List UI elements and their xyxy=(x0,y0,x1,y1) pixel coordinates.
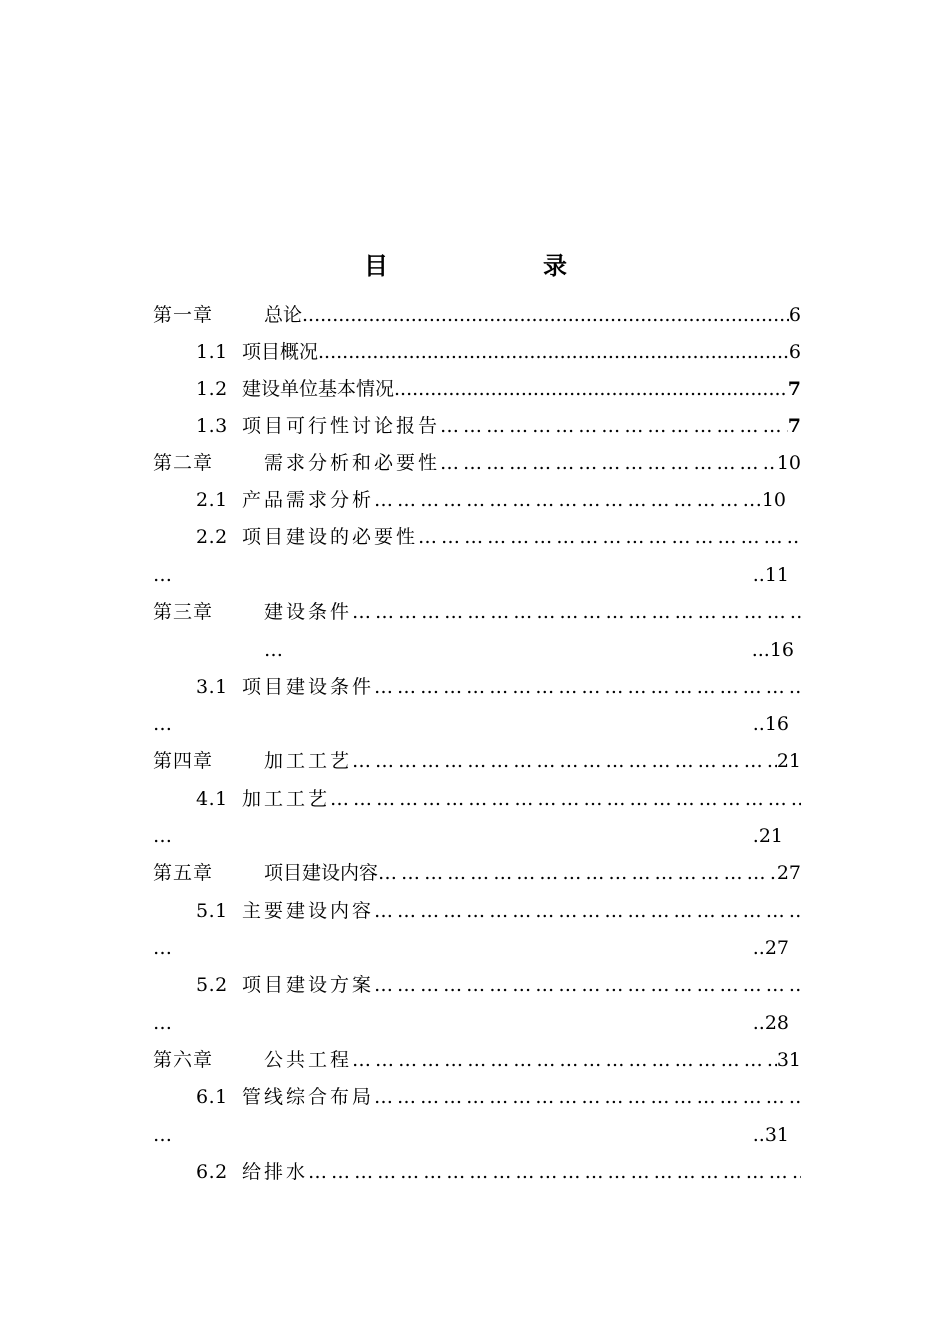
toc-entry-title: 项目建设方案 xyxy=(242,974,375,996)
toc-entry-number: 第四章 xyxy=(153,750,214,772)
toc-entry-ch3-continued xyxy=(264,635,794,665)
toc-leader xyxy=(352,746,777,776)
toc-entry-title: 需求分析和必要性 xyxy=(264,452,441,474)
toc-entry-title: 给排水 xyxy=(242,1161,309,1183)
toc-leader-continued: … xyxy=(153,825,172,847)
toc-entry-6-1[interactable] xyxy=(196,1082,801,1112)
toc-leader-continued: … xyxy=(153,713,172,735)
toc-entry-ch6[interactable] xyxy=(153,1045,801,1075)
toc-leader xyxy=(374,970,801,1000)
toc-page-number: .21 xyxy=(752,825,783,847)
toc-entry-number: 5.2 xyxy=(196,974,228,996)
toc-page-number: ...16 xyxy=(751,639,794,661)
toc-entry-title: 主要建设内容 xyxy=(242,900,375,922)
toc-page-number: 7 xyxy=(787,378,801,400)
toc-leader xyxy=(302,300,789,330)
toc-page-number: 6 xyxy=(788,304,801,326)
toc-page-number: ..28 xyxy=(752,1012,789,1034)
toc-entry-1-3[interactable] xyxy=(196,411,801,441)
toc-entry-ch1[interactable] xyxy=(153,300,801,330)
toc-entry-4-1[interactable] xyxy=(196,784,801,814)
toc-page-number: 7 xyxy=(787,415,801,437)
toc-entry-ch3[interactable] xyxy=(153,597,801,627)
toc-page-number: 31 xyxy=(776,1049,801,1071)
toc-entry-ch2[interactable] xyxy=(153,448,801,478)
toc-leader xyxy=(378,858,777,888)
toc-leader xyxy=(394,374,788,404)
toc-entry-title: 建设条件 xyxy=(264,601,353,623)
toc-entry-title: 公共工程 xyxy=(264,1049,353,1071)
toc-entry-title: 项目建设的必要性 xyxy=(242,526,419,548)
toc-entry-title: 建设单位基本情况 xyxy=(242,378,395,400)
toc-entry-5-2[interactable] xyxy=(196,970,801,1000)
toc-entry-number: 3.1 xyxy=(196,676,228,698)
toc-leader xyxy=(440,411,788,441)
toc-entry-number: 第三章 xyxy=(153,601,214,623)
toc-page-number: 10 xyxy=(776,452,801,474)
toc-leader xyxy=(374,485,756,515)
toc-title-right: 录 xyxy=(543,251,567,280)
toc-entry-title: 项目建设内容 xyxy=(264,862,379,884)
toc-entry-number: 1.3 xyxy=(196,415,228,437)
toc-entry-2-1[interactable] xyxy=(196,485,786,515)
toc-entry-number: 4.1 xyxy=(196,788,228,810)
toc-leader-continued: … xyxy=(264,639,283,661)
toc-leader xyxy=(352,1045,777,1075)
toc-entry-title: 产品需求分析 xyxy=(242,489,375,511)
toc-entry-number: 第六章 xyxy=(153,1049,214,1071)
toc-entry-number: 6.1 xyxy=(196,1086,228,1108)
toc-entry-5-1-continued xyxy=(153,933,789,963)
toc-page-number: ..11 xyxy=(752,564,789,586)
toc-entry-2-2[interactable] xyxy=(196,522,801,552)
toc-entry-ch5[interactable] xyxy=(153,858,801,888)
toc-entry-1-1[interactable] xyxy=(196,337,801,367)
toc-page-number: .10 xyxy=(755,489,786,511)
toc-leader xyxy=(330,784,801,814)
toc-page-number: ..27 xyxy=(752,937,789,959)
toc-entry-title: 总论 xyxy=(264,304,303,326)
toc-leader xyxy=(308,1157,801,1187)
toc-entry-title: 项目可行性讨论报告 xyxy=(242,415,441,437)
toc-entry-ch4[interactable] xyxy=(153,746,801,776)
toc-entry-5-2-continued xyxy=(153,1008,789,1038)
toc-entry-number: 2.1 xyxy=(196,489,228,511)
toc-title-left: 目 xyxy=(364,251,388,280)
toc-leader-continued: … xyxy=(153,564,172,586)
toc-entry-5-1[interactable] xyxy=(196,896,801,926)
toc-leader xyxy=(318,337,789,367)
toc-entry-number: 6.2 xyxy=(196,1161,228,1183)
toc-entry-number: 第五章 xyxy=(153,862,214,884)
toc-page-number: 27 xyxy=(776,862,801,884)
toc-page-number: ..31 xyxy=(752,1124,789,1146)
toc-entry-number: 2.2 xyxy=(196,526,228,548)
toc-entry-6-2[interactable] xyxy=(196,1157,801,1187)
toc-leader xyxy=(440,448,777,478)
toc-entry-1-2[interactable] xyxy=(196,374,801,404)
toc-page-number: 21 xyxy=(776,750,801,772)
toc-entry-title: 加工工艺 xyxy=(242,788,331,810)
toc-leader xyxy=(374,672,801,702)
toc-entry-number: 5.1 xyxy=(196,900,228,922)
toc-entry-number: 1.1 xyxy=(196,341,228,363)
toc-leader xyxy=(374,1082,801,1112)
toc-page-number: ..16 xyxy=(752,713,789,735)
toc-entry-title: 项目概况 xyxy=(242,341,319,363)
toc-entry-title: 项目建设条件 xyxy=(242,676,375,698)
toc-leader-continued: … xyxy=(153,1124,172,1146)
toc-leader xyxy=(418,522,801,552)
toc-entry-3-1[interactable] xyxy=(196,672,801,702)
toc-entry-title: 加工工艺 xyxy=(264,750,353,772)
toc-leader xyxy=(374,896,801,926)
toc-entry-3-1-continued xyxy=(153,709,789,739)
toc-entry-number: 第一章 xyxy=(153,304,214,326)
toc-leader-continued: … xyxy=(153,937,172,959)
toc-entry-number: 第二章 xyxy=(153,452,214,474)
toc-leader-continued: … xyxy=(153,1012,172,1034)
toc-entry-6-1-continued xyxy=(153,1120,789,1150)
toc-leader xyxy=(352,597,801,627)
toc-page-number: 6 xyxy=(788,341,801,363)
toc-entry-number: 1.2 xyxy=(196,378,228,400)
toc-entry-4-1-continued xyxy=(153,821,783,851)
toc-entry-title: 管线综合布局 xyxy=(242,1086,375,1108)
toc-entry-2-2-continued xyxy=(153,560,789,590)
